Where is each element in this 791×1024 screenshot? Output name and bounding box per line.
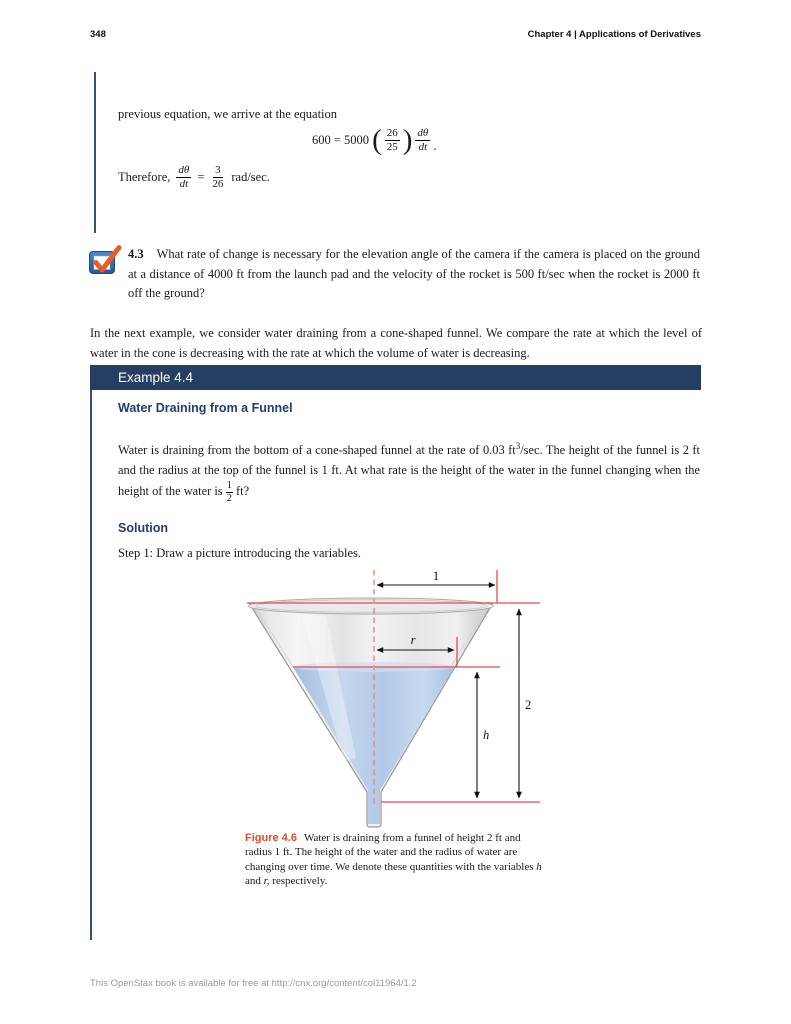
example-body bbox=[118, 440, 700, 504]
equation-period: . bbox=[433, 139, 437, 153]
footer-text: This OpenStax book is available for free at http://cnx.org/content/col11964/1.2 bbox=[90, 978, 417, 989]
example-banner-label: Example 4.4 bbox=[118, 370, 194, 385]
equation-prefix: 600 = 5000 bbox=[312, 132, 370, 147]
example-body-text-2: /sec. The height of the funnel is 2 ft and the radius at the top of the funnel is 1 ft. At what rate is the height of the water in the funnel changing when the height of the water is bbox=[118, 443, 700, 498]
exponent: 3 bbox=[515, 440, 521, 451]
label-water-height: h bbox=[483, 728, 490, 742]
therefore-line bbox=[118, 157, 270, 197]
left-paren: ( bbox=[372, 123, 382, 156]
checkpoint-text: What rate of change is necessary for the elevation angle of the camera if the camera is placed on the ground at a distance of 4000 ft from the launch pad and the velocity of the rocket is 500 ft/sec when the rocket is 2000 ft off the ground? bbox=[128, 247, 700, 300]
checkpoint-number: 4.3 bbox=[128, 247, 144, 261]
fraction-26-25: $\frac{26}{25}$ bbox=[386, 126, 398, 153]
example-body-text-3: ft? bbox=[232, 483, 250, 498]
checkpoint-icon bbox=[88, 243, 122, 277]
rad-sec-units: rad/sec. bbox=[231, 169, 270, 184]
label-top-width: 1 bbox=[432, 569, 440, 583]
therefore-word: Therefore, bbox=[118, 169, 171, 184]
figure-caption bbox=[245, 831, 547, 889]
example-banner bbox=[90, 365, 701, 390]
example-body-text-1: Water is draining from the bottom of a cone-shaped funnel at the rate of 0.03 ft bbox=[118, 443, 516, 457]
solution-heading: Solution bbox=[118, 521, 168, 535]
equals-sign: = bbox=[197, 169, 205, 184]
label-total-height: 2 bbox=[525, 698, 532, 712]
caption-text-3: respectively. bbox=[269, 875, 328, 888]
page-header bbox=[90, 29, 701, 40]
figure-number-label: Figure 4.6 bbox=[245, 832, 297, 844]
chapter-title: Chapter 4 | Applications of Derivatives bbox=[527, 29, 701, 40]
fraction-1-2: $\frac{1}{2}$ bbox=[226, 480, 232, 504]
example-title: Water Draining from a Funnel bbox=[118, 401, 293, 415]
right-paren: ) bbox=[402, 123, 413, 156]
fraction-3-26: $\frac{3}{26}$ bbox=[212, 163, 224, 190]
caption-var-r: r, bbox=[263, 875, 270, 888]
page-number: 348 bbox=[90, 29, 106, 40]
label-radius: r bbox=[410, 633, 416, 647]
previous-example-rule bbox=[94, 72, 96, 233]
funnel-figure bbox=[240, 563, 545, 833]
equation-600 bbox=[312, 120, 436, 160]
intro-paragraph: In the next example, we consider water draining from a cone-shaped funnel. We compare the rate at which the level of water in the cone is decreasing with the rate at which the volume of water is decreasing. bbox=[90, 326, 702, 360]
fraction-dtheta-dt: $\frac{d\theta}{dt}$ bbox=[417, 126, 429, 153]
example-left-rule bbox=[90, 390, 92, 940]
caption-text-2: and bbox=[245, 875, 264, 888]
step1-text: Step 1: Draw a picture introducing the variables. bbox=[118, 546, 361, 560]
funnel-rim-inner bbox=[255, 600, 487, 613]
checkpoint bbox=[128, 245, 700, 304]
lead-paragraph: previous equation, we arrive at the equation bbox=[118, 107, 338, 121]
caption-text-1: Water is draining from a funnel of height 2 ft and radius 1 ft. The height of the water and the radius of water are changing over time. We denote these quantities with the variables bbox=[245, 832, 537, 873]
fraction-dtheta-dt-2: $\frac{d\theta}{dt}$ bbox=[178, 163, 190, 190]
caption-var-h: h bbox=[536, 860, 542, 873]
